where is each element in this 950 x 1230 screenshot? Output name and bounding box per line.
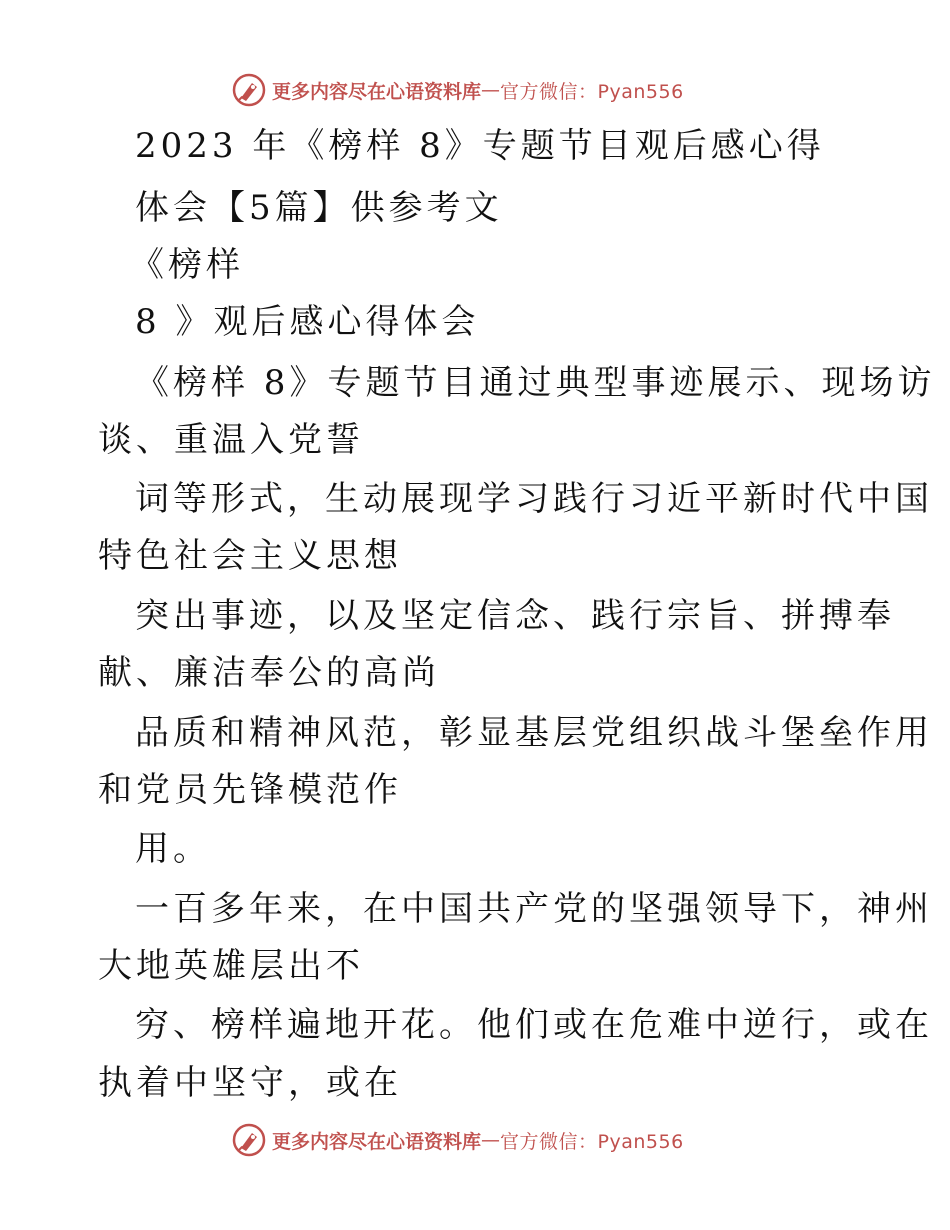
subtitle-line-1: 《榜样 — [130, 245, 244, 285]
paragraph-line: 用。 — [135, 829, 211, 869]
paragraph-line: 词等形式，生动展现学习践行习近平新时代中国 — [135, 479, 933, 519]
paragraph-line: 大地英雄层出不 — [98, 946, 364, 986]
watermark-wechat-text: 官方微信：Pyan556 — [500, 80, 684, 103]
watermark-main-text: 更多内容尽在心语资料库 — [272, 1130, 482, 1153]
paragraph-line: 一百多年来，在中国共产党的坚强领导下，神州 — [135, 889, 933, 929]
watermark-main-text: 更多内容尽在心语资料库 — [272, 80, 482, 103]
paragraph-line: 执着中坚守，或在 — [98, 1063, 402, 1103]
paragraph-line: 穷、榜样遍地开花。他们或在危难中逆行，或在 — [135, 1005, 933, 1045]
paragraph-line: 特色社会主义思想 — [98, 536, 402, 576]
watermark-separator: — — [481, 1129, 501, 1151]
pen-nib-logo-icon — [232, 73, 266, 107]
header-watermark — [232, 72, 684, 108]
paragraph-line: 和党员先锋模范作 — [98, 770, 402, 810]
paragraph-line: 《榜样 8》专题节目通过典型事迹展示、现场访 — [135, 363, 936, 403]
subtitle-line-2: 8 》观后感心得体会 — [135, 302, 480, 342]
title-line-2: 体会【5篇】供参考文 — [135, 188, 503, 228]
pen-nib-logo-icon — [232, 1123, 266, 1157]
watermark-separator: — — [481, 79, 501, 101]
paragraph-line: 献、廉洁奉公的高尚 — [98, 653, 440, 693]
paragraph-line: 突出事迹，以及坚定信念、践行宗旨、拼搏奉 — [135, 596, 895, 636]
paragraph-line: 谈、重温入党誓 — [98, 420, 364, 460]
footer-watermark — [232, 1122, 684, 1158]
watermark-wechat-text: 官方微信：Pyan556 — [500, 1130, 684, 1153]
paragraph-line: 品质和精神风范，彰显基层党组织战斗堡垒作用 — [135, 713, 933, 753]
title-line-1: 2023 年《榜样 8》专题节目观后感心得 — [135, 126, 825, 166]
